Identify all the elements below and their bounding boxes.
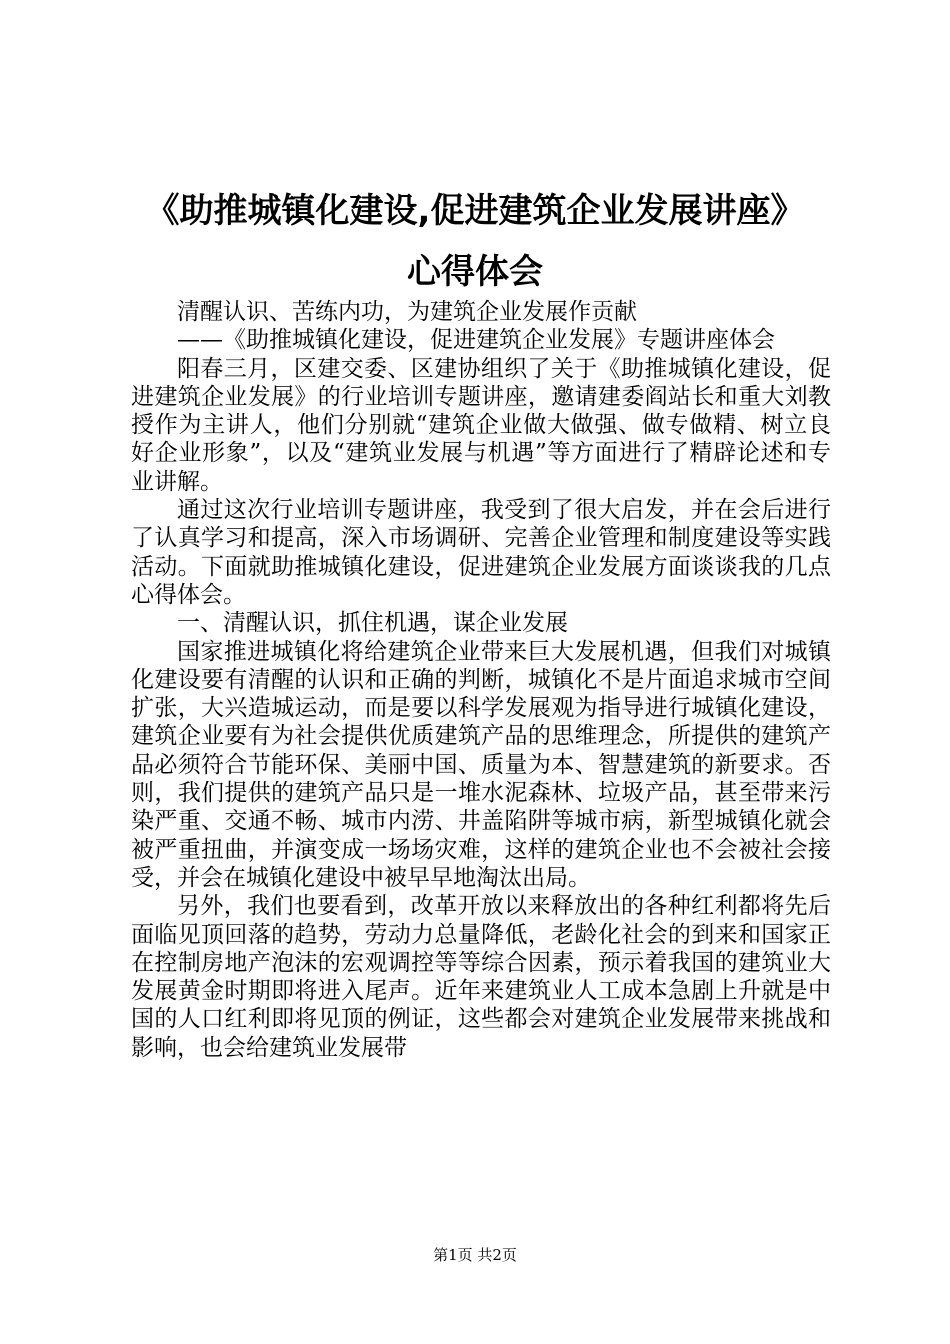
document-title-line-1: 《助推城镇化建设,促进建筑企业发展讲座》 bbox=[145, 191, 805, 231]
document-title-line-2: 心得体会 bbox=[407, 252, 543, 292]
body-paragraph: 阳春三月，区建交委、区建协组织了关于《助推城镇化建设，促进建筑企业发展》的行业培训专题讲座，邀请建委阎站长和重大刘教授作为主讲人，他们分别就“建筑企业做大做强、做专做精、树立良好企业形象”，以及“建筑业发展与机遇”等方面进行了精辟论述和专业讲解。 bbox=[131, 355, 831, 495]
subtitle: 清醒认识、苦练内功，为建筑企业发展作贡献 bbox=[177, 299, 637, 325]
document-body bbox=[131, 298, 831, 1062]
page-number-footer: 第1页 共2页 bbox=[433, 1246, 517, 1264]
body-paragraph: 国家推进城镇化将给建筑企业带来巨大发展机遇，但我们对城镇化建设要有清醒的认识和正确的判断，城镇化不是片面追求城市空间扩张，大兴造城运动，而是要以科学发展观为指导进行城镇化建设，建筑企业要有为社会提供优质建筑产品的思维理念，所提供的建筑产品必须符合节能环保、美丽中国、质量为本、智慧建筑的新要求。否则，我们提供的建筑产品只是一堆水泥森林、垃圾产品，甚至带来污染严重、交通不畅、城市内涝、井盖陷阱等城市病，新型城镇化就会被严重扭曲，并演变成一场场灾难，这样的建筑企业也不会被社会接受，并会在城镇化建设中被早早地淘汰出局。 bbox=[131, 638, 831, 891]
section-heading: 一、清醒认识，抓住机遇，谋企业发展 bbox=[177, 610, 568, 637]
body-paragraph: 另外，我们也要看到，改革开放以来释放出的各种红利都将先后面临见顶回落的趋势，劳动力总量降低，老龄化社会的到来和国家正在控制房地产泡沫的宏观调控等等综合因素，预示着我国的建筑业大发展黄金时期即将进入尾声。近年来建筑业人工成本急剧上升就是中国的人口红利即将见顶的例证，这些都会对建筑企业发展带来挑战和影响，也会给建筑业发展带 bbox=[131, 893, 831, 1061]
subtitle-source: ——《助推城镇化建设，促进建筑企业发展》专题讲座体会 bbox=[177, 327, 775, 354]
body-paragraph: 通过这次行业培训专题讲座，我受到了很大启发，并在会后进行了认真学习和提高，深入市场调研、完善企业管理和制度建设等实践活动。下面就助推城镇化建设，促进建筑企业发展方面谈谈我的几点心得体会。 bbox=[131, 497, 831, 608]
